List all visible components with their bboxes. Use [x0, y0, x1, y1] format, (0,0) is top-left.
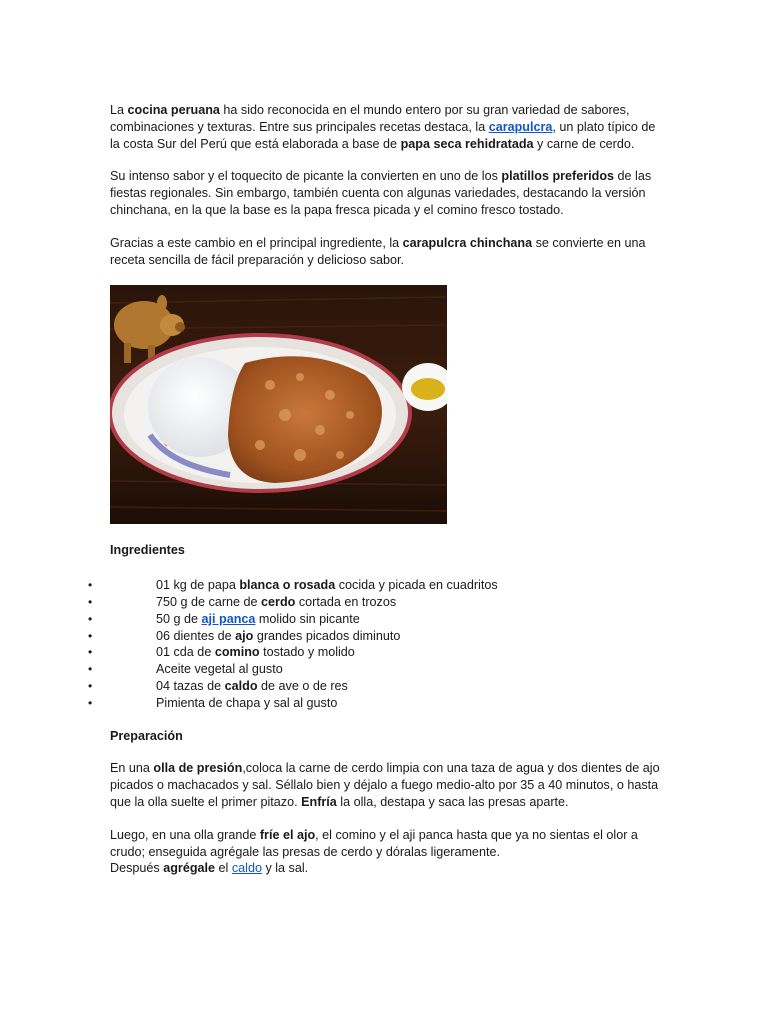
bold-text: fríe el ajo — [259, 827, 316, 842]
text: Pimienta de chapa y sal al gusto — [156, 695, 338, 710]
text: se convierte en una receta sencilla de fácil preparación y delicioso sabor. — [110, 235, 646, 267]
text: 50 g de — [156, 611, 202, 626]
preparation-heading: Preparación — [110, 728, 183, 743]
text: el — [215, 861, 232, 876]
text: la olla, destapa y saca las presas aparte. — [336, 794, 569, 809]
text: Aceite vegetal al gusto — [156, 662, 283, 677]
intro-paragraph-3 — [110, 235, 660, 269]
list-item — [110, 695, 660, 712]
list-item — [110, 644, 660, 661]
bold-text: platillos preferidos — [501, 169, 615, 184]
text: tostado y molido — [259, 645, 355, 660]
text: ,coloca la carne de cerdo limpia con una taza de agua y dos dientes de ajo picados o machacados y sal. Séllalo bien y déjalo a fuego medio-alto por 35 a 40 minutos, o hasta que la olla suelte el primer pitazo. — [110, 761, 660, 809]
preparation-paragraph-2 — [110, 827, 660, 877]
list-item — [110, 577, 660, 594]
text: cocida y picada en cuadritos — [335, 578, 498, 593]
text: Luego, en una olla grande — [110, 827, 260, 842]
bold-text: carapulcra chinchana — [402, 235, 533, 250]
intro-paragraph-1 — [110, 102, 660, 152]
text: ha sido reconocida en el mundo entero por su gran variedad de sabores, combinaciones y texturas. Entre sus principales recetas destaca, la — [110, 103, 630, 134]
bold-text: ajo — [235, 628, 254, 643]
dish-photo — [110, 285, 447, 524]
bold-text: cocina peruana — [127, 103, 220, 117]
bold-text: caldo — [224, 678, 258, 693]
bold-text: blanca o rosada — [239, 578, 336, 593]
text: grandes picados diminuto — [253, 628, 401, 643]
ingredients-heading: Ingredientes — [110, 543, 185, 558]
text: y la sal. — [261, 861, 309, 876]
preparation-paragraph-1 — [110, 760, 660, 810]
text: cortada en trozos — [295, 594, 397, 609]
text: 01 cda de — [156, 645, 215, 660]
text: , un plato típico de la costa Sur del Perú que está elaborada a base de — [110, 119, 656, 151]
list-item — [110, 661, 660, 678]
text: En una — [110, 761, 154, 776]
text: de las fiestas regionales. Sin embargo, también cuenta con algunas variedades, destacando la versión chinchana, en la que la base es la papa fresca picada y el comino fresco tostado. — [110, 169, 652, 217]
bold-text: Enfría — [301, 794, 337, 809]
list-item — [110, 628, 660, 645]
text: Después — [110, 861, 164, 876]
text: , el comino y el aji panca hasta que ya no sientas el olor a crudo; enseguida agrégale las presas de cerdo y dóralas ligeramente. — [110, 827, 638, 859]
bold-text: cerdo — [261, 594, 296, 609]
aji-panca-link[interactable]: aji panca — [201, 611, 256, 626]
bold-text: comino — [214, 645, 260, 660]
text: molido sin picante — [255, 611, 360, 626]
text: 04 tazas de — [156, 678, 225, 693]
text: de ave o de res — [257, 678, 348, 693]
caldo-link[interactable]: caldo — [231, 861, 262, 876]
text: y carne de cerdo. — [533, 136, 635, 151]
ingredients-list — [110, 577, 660, 711]
bold-text: agrégale — [163, 861, 216, 876]
list-item — [110, 678, 660, 695]
list-item — [110, 594, 660, 611]
carapulcra-link[interactable]: carapulcra — [488, 119, 553, 134]
text: Gracias a este cambio en el principal ingrediente, la — [110, 235, 403, 250]
bold-text: papa seca rehidratada — [400, 136, 534, 151]
text: 01 kg de papa — [156, 578, 240, 593]
article — [110, 102, 660, 877]
intro-paragraph-2 — [110, 168, 660, 218]
bold-text: olla de presión — [153, 761, 243, 776]
list-item — [110, 611, 660, 628]
text: Su intenso sabor y el toquecito de picante la convierten en uno de los — [110, 169, 502, 184]
text: 750 g de carne de — [156, 594, 262, 609]
text: 06 dientes de — [156, 628, 236, 643]
text: La — [110, 103, 128, 117]
